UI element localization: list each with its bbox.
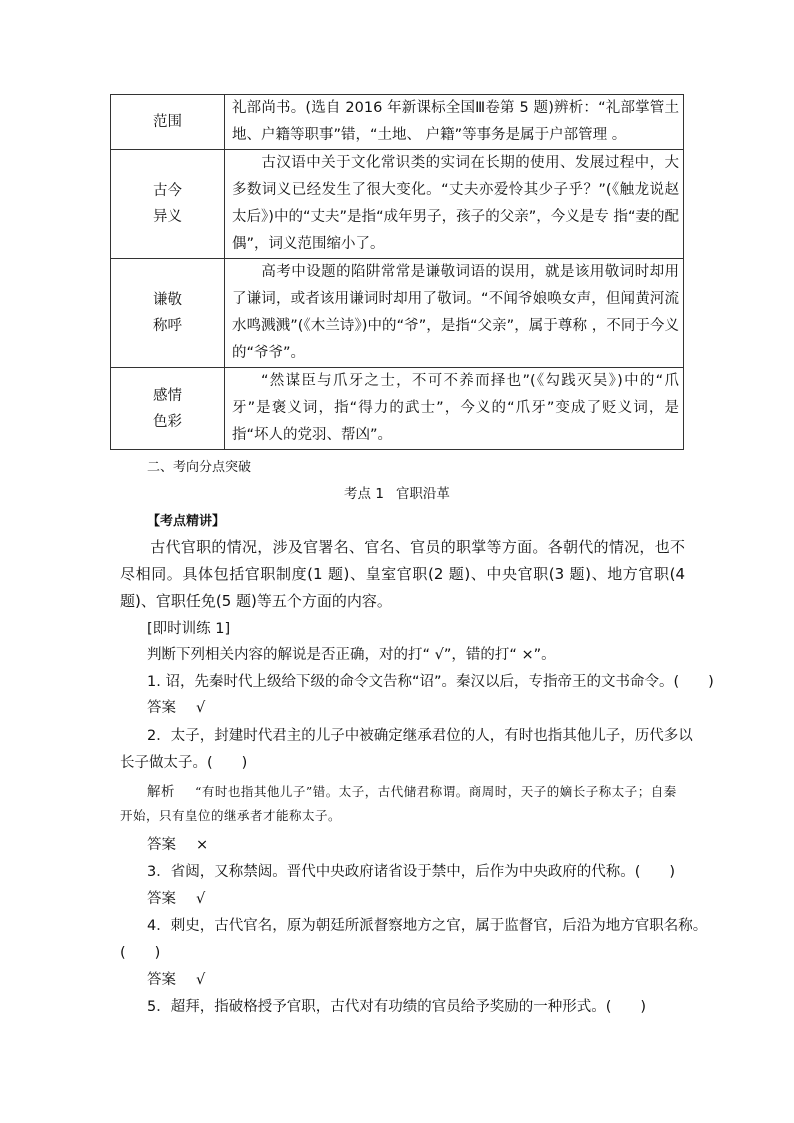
question-2-line-2: 长子做太子。( ) (120, 755, 248, 771)
row-content: “然谋臣与爪牙之士，不可不养而择也”(《勾践灭吴》)中的“爪牙”是褒义词，指“得力的武士”，今义的“爪牙”变成了贬义词，是指“坏人的党羽、帮凶”。 (225, 368, 684, 450)
question-1: 1. 诏，先秦时代上级给下级的命令文告称“诏”。秦汉以后，专指帝王的文书命令。( ) (147, 674, 714, 690)
question-5: 5．超拜，指破格授予官职，古代对有功绩的官员给予奖励的一种形式。( ) (147, 999, 647, 1015)
jingjiang-label: 【考点精讲】 (147, 514, 226, 529)
row-label: 谦敬 称呼 (111, 259, 225, 368)
section-heading: 二、考向分点突破 (147, 460, 252, 475)
answer-4: 答案 √ (147, 972, 206, 988)
kaodian-number: 考点 1 (344, 486, 384, 502)
answer-3: 答案 √ (147, 891, 206, 907)
row-label: 范围 (111, 95, 225, 150)
table-row (111, 95, 684, 150)
training-label: [即时训练 1] (147, 621, 231, 637)
question-4-line-1: 4．刺史，古代官名，原为朝廷所派督察地方之官，属于监督官，后沿为地方官职名称。 (147, 918, 708, 934)
table-row (111, 150, 684, 259)
instruction-text: 判断下列相关内容的解说是否正确，对的打“ √”，错的打“ ×”。 (147, 647, 556, 663)
intro-paragraph: 古代官职的情况，涉及官署名、官名、官员的职掌等方面。各朝代的情况，也不尽相同。具体包括官职制度(1 题)、皇室官职(2 题)、中央官职(3 题)、地方官职(4 题)、官职任免(5 题)等五个方面的内容。 (120, 538, 685, 610)
answer-2: 答案 × (147, 837, 209, 853)
kaodian-title (0, 482, 794, 502)
row-content: 高考中设题的陷阱常常是谦敬词语的误用，就是该用敬词时却用了谦词，或者该用谦词时却用了敬词。“不闻爷娘唤女声，但闻黄河流水鸣溅溅”(《木兰诗》)中的“爷”，是指“父亲”，属于尊称 ，不同于今义的“爷爷”。 (225, 259, 684, 368)
table-row (111, 368, 684, 450)
terms-table (110, 94, 684, 450)
answer-1: 答案 √ (147, 700, 206, 716)
analysis-2: 解析 “有时也指其他儿子”错。太子，古代储君称谓。商周时，天子的嫡长子称太子；自秦开始，只有皇位的继承者才能称太子。 (120, 784, 677, 823)
question-4-line-2: ( ) (120, 945, 161, 961)
row-content: 礼部尚书。(选自 2016 年新课标全国Ⅲ卷第 5 题)辨析：“礼部掌管土地、户籍等职事”错，“土地、 户籍”等事务是属于户部管理 。 (225, 95, 684, 150)
row-label: 感情 色彩 (111, 368, 225, 450)
row-label: 古今 异义 (111, 150, 225, 259)
question-3: 3．省闼，又称禁闼。晋代中央政府诸省设于禁中，后作为中央政府的代称。( ) (147, 864, 676, 880)
table-row (111, 259, 684, 368)
kaodian-name: 官职沿革 (395, 486, 450, 502)
question-2-line-1: 2．太子，封建时代君主的儿子中被确定继承君位的人，有时也指其他儿子，历代多以 (147, 728, 693, 744)
row-content: 古汉语中关于文化常识类的实词在长期的使用、发展过程中，大多数词义已经发生了很大变化。“丈夫亦爱怜其少子乎？”(《触龙说赵太后》)中的“丈夫”是指“成年男子，孩子的父亲”，今义是专 指“妻的配偶”，词义范围缩小了。 (225, 150, 684, 259)
